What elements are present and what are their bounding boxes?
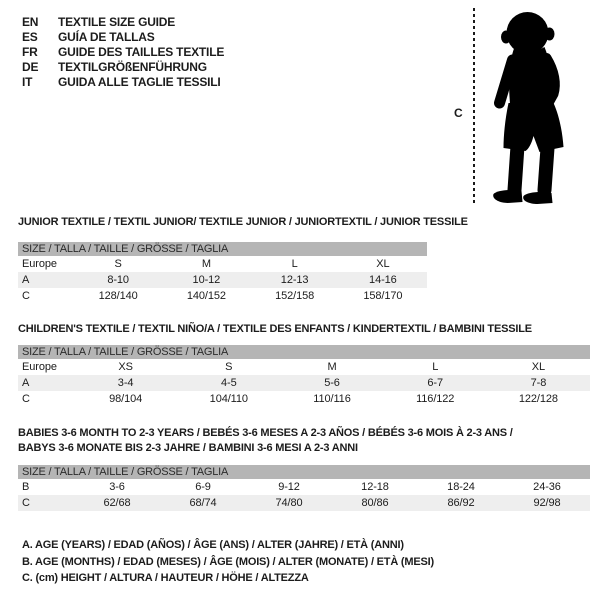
height-measure-line (473, 8, 475, 204)
footnote-c: C. (cm) HEIGHT / ALTURA / HAUTEUR / HÖHE / ALTEZZA (22, 572, 309, 584)
table-cell: 9-12 (278, 481, 300, 493)
row-label: Europe (22, 361, 57, 373)
table-cell: XL (376, 258, 390, 270)
language-title: GUIDE DES TAILLES TEXTILE (58, 45, 225, 59)
table-cell: 3-6 (109, 481, 125, 493)
row-label: A (22, 274, 30, 286)
table-cell: 6-9 (195, 481, 211, 493)
language-row-fr (22, 45, 224, 60)
language-code: EN (22, 15, 39, 29)
table-cell: 12-18 (361, 481, 389, 493)
table-cell: 8-10 (107, 274, 129, 286)
table-cell: S (225, 361, 233, 373)
table-cell: 140/152 (186, 290, 226, 302)
footnote-a: A. AGE (YEARS) / EDAD (AÑOS) / ÂGE (ANS) / ALTER (JAHRE) / ETÀ (ANNI) (22, 539, 404, 551)
table-cell: S (114, 258, 122, 270)
table-header-bar: SIZE / TALLA / TAILLE / GRÖSSE / TAGLIA (18, 345, 590, 359)
language-title: TEXTILGRÖßENFÜHRUNG (58, 60, 207, 74)
table-cell: 68/74 (189, 497, 217, 509)
table-cell: M (327, 361, 337, 373)
language-title: GUÍA DE TALLAS (58, 30, 155, 44)
table-row-children-a (18, 375, 590, 391)
table-title-junior: JUNIOR TEXTILE / TEXTIL JUNIOR/ TEXTILE JUNIOR / JUNIORTEXTIL / JUNIOR TESSILE (18, 216, 468, 228)
row-label: C (22, 290, 30, 302)
language-row-en (22, 15, 224, 30)
table-cell: 92/98 (533, 497, 561, 509)
table-cell: 12-13 (280, 274, 309, 286)
table-header-bar: SIZE / TALLA / TAILLE / GRÖSSE / TAGLIA (18, 465, 590, 479)
table-cell: 116/122 (416, 393, 455, 405)
table-cell: XS (118, 361, 133, 373)
footnote-b: B. AGE (MONTHS) / EDAD (MESES) / ÂGE (MOIS) / ALTER (MONATE) / ETÀ (MESI) (22, 555, 434, 568)
table-title-babies-line2: BABYS 3-6 MONATE BIS 2-3 JAHRE / BAMBINI 3-6 MESI A 2-3 ANNI (18, 442, 358, 454)
language-code: ES (22, 30, 38, 44)
table-cell: 80/86 (361, 497, 389, 509)
row-label: A (22, 377, 30, 389)
language-row-de (22, 60, 224, 75)
table-cell: 128/140 (98, 290, 138, 302)
table-row-babies-c (18, 495, 590, 511)
table-row-junior-a (18, 272, 427, 288)
language-row-es (22, 30, 224, 45)
table-cell: 14-16 (369, 274, 397, 286)
table-cell: 4-5 (221, 377, 237, 389)
table-cell: 7-8 (530, 377, 547, 389)
table-cell: 5-6 (324, 377, 340, 389)
table-cell: 3-4 (117, 377, 134, 389)
baby-silhouette-icon (480, 6, 578, 204)
size-table-children (18, 345, 590, 407)
table-cell: 18-24 (447, 481, 475, 493)
table-cell: M (201, 258, 211, 270)
table-cell: 110/116 (313, 393, 351, 405)
table-cell: 158/170 (363, 290, 403, 302)
table-row-children-c (18, 391, 590, 407)
table-cell: 24-36 (533, 481, 561, 493)
table-cell: L (291, 258, 298, 270)
baby-figure (452, 4, 597, 206)
language-row-it (22, 75, 224, 90)
row-label: B (22, 481, 30, 493)
size-table-junior (18, 242, 427, 304)
table-cell: 104/110 (209, 393, 248, 405)
language-title-list (22, 15, 224, 90)
footnote-list (22, 537, 434, 587)
table-row-children-europe (18, 359, 590, 375)
height-measure-label-c: C (454, 106, 463, 120)
language-title: TEXTILE SIZE GUIDE (58, 15, 176, 29)
language-code: FR (22, 45, 38, 59)
table-cell: 122/128 (518, 393, 558, 405)
table-title-children: CHILDREN'S TEXTILE / TEXTIL NIÑO/A / TEXTILE DES ENFANTS / KINDERTEXTIL / BAMBINI TESSILE (18, 323, 532, 335)
table-cell: 10-12 (192, 274, 221, 286)
table-cell: 98/104 (109, 393, 143, 405)
table-cell: 6-7 (427, 377, 444, 389)
table-cell: L (432, 361, 439, 373)
table-cell: 74/80 (275, 497, 303, 509)
table-cell: 86/92 (447, 497, 475, 509)
table-cell: XL (531, 361, 546, 373)
language-code: IT (22, 75, 33, 89)
row-label: C (22, 497, 30, 509)
table-cell: 62/68 (103, 497, 131, 509)
table-row-junior-c (18, 288, 427, 304)
table-cell: 152/158 (275, 290, 315, 302)
table-title-babies: BABIES 3-6 MONTH TO 2-3 YEARS / BEBÉS 3-6 MESES A 2-3 AÑOS / BÉBÉS 3-6 MOIS À 2-3 ANS / (18, 427, 513, 439)
table-row-babies-b (18, 479, 590, 495)
table-row-junior-europe (18, 256, 427, 272)
language-code: DE (22, 60, 39, 74)
size-table-babies (18, 465, 590, 511)
row-label: Europe (22, 258, 57, 270)
table-header-bar: SIZE / TALLA / TAILLE / GRÖSSE / TAGLIA (18, 242, 427, 256)
language-title: GUIDA ALLE TAGLIE TESSILI (58, 75, 221, 89)
row-label: C (22, 393, 30, 405)
